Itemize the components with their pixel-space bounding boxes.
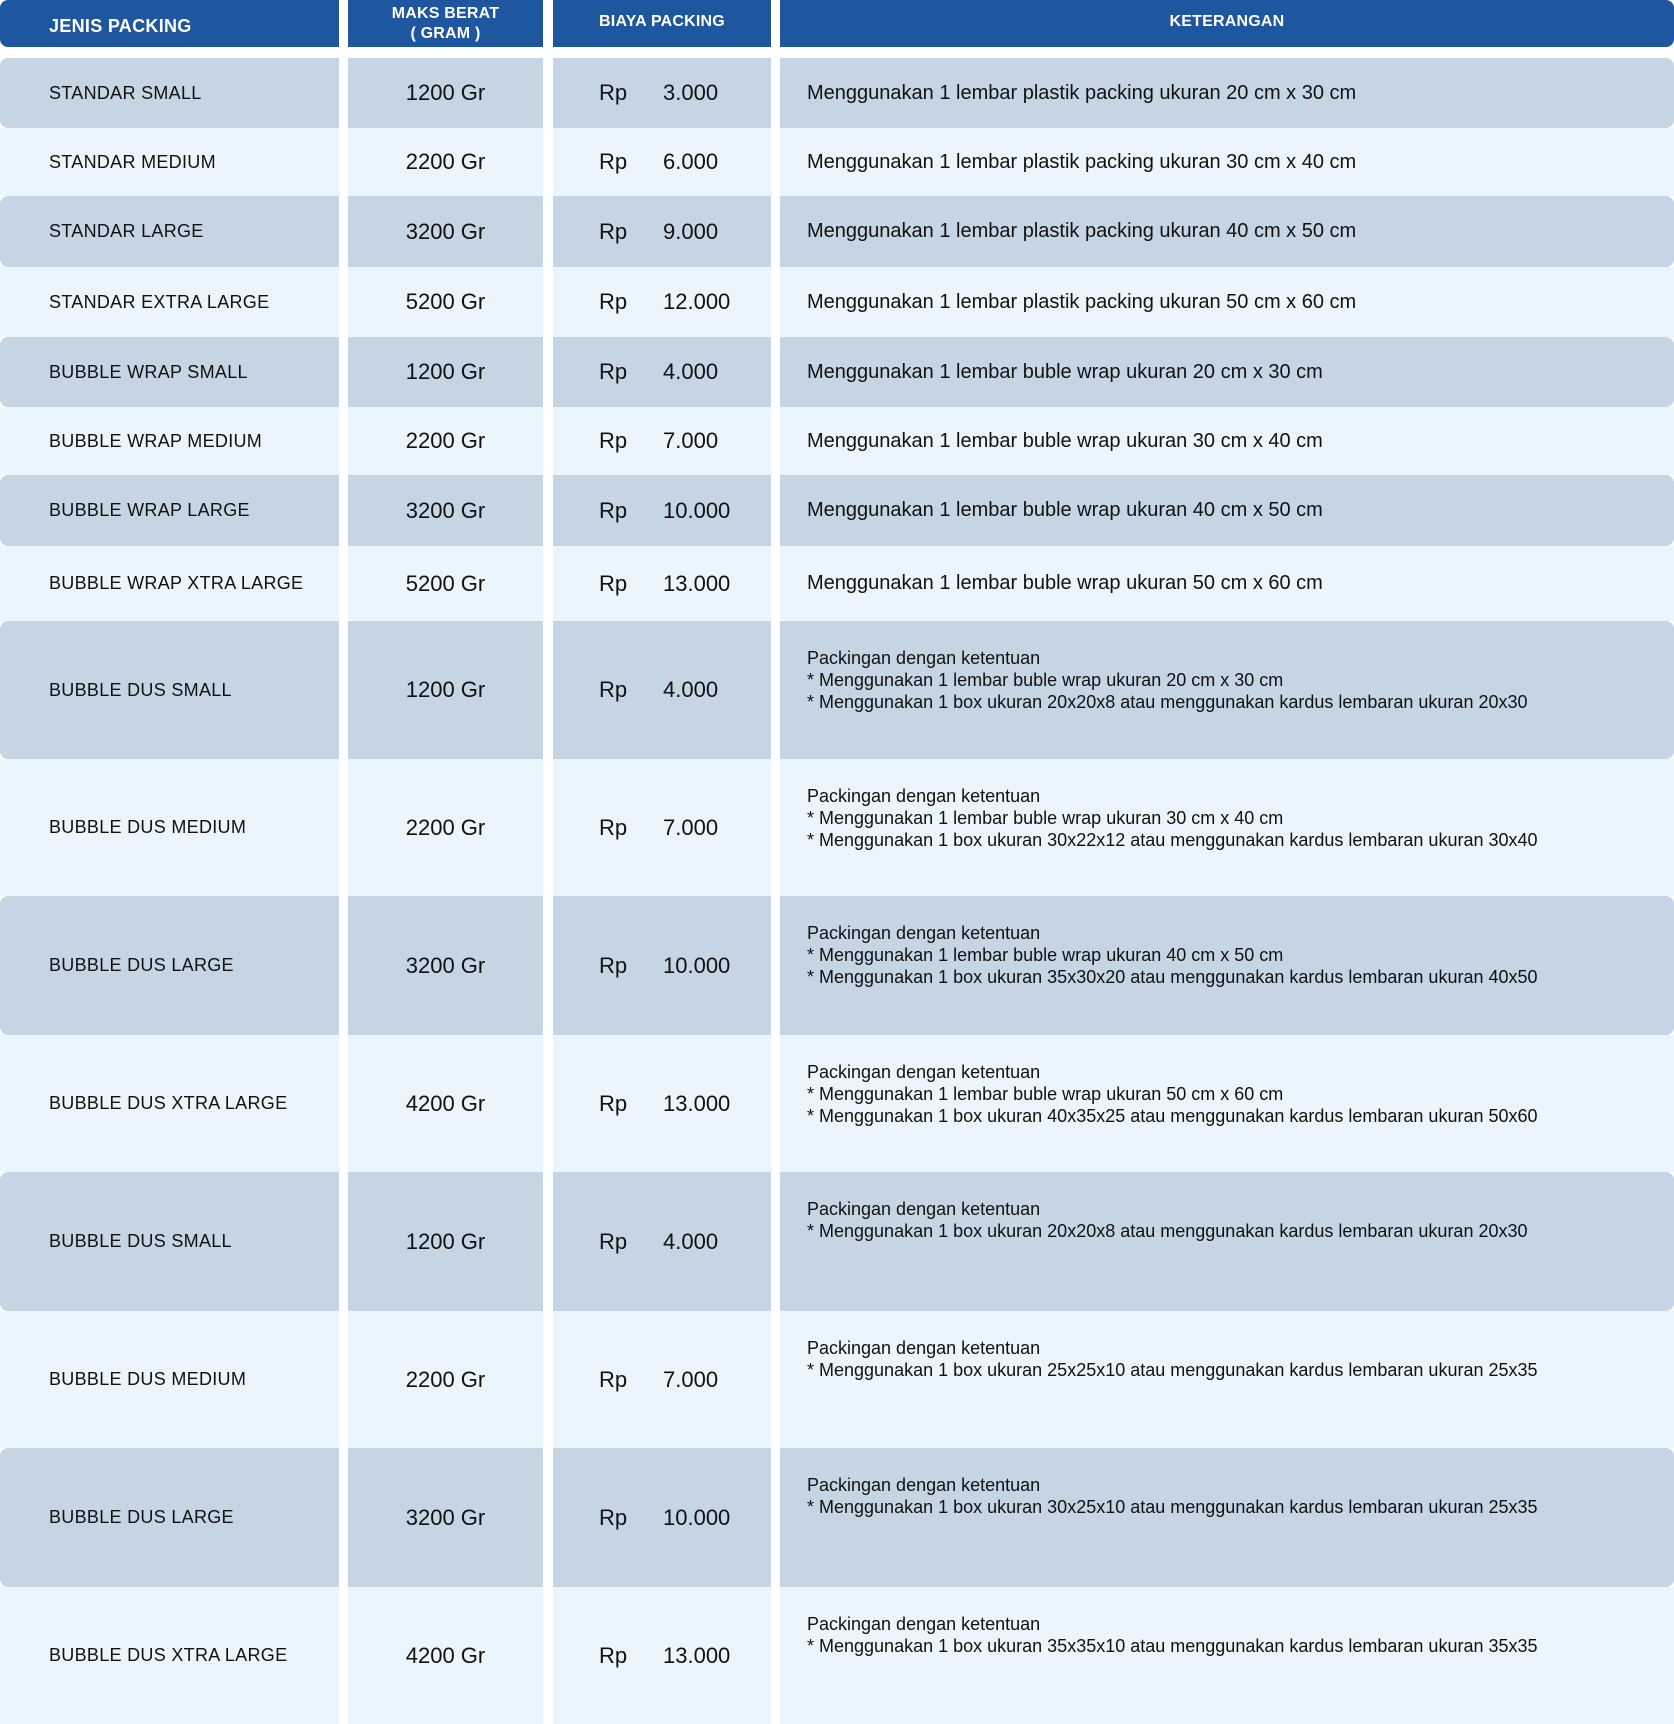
price-text: 4.000: [663, 677, 719, 702]
currency-label: Rp: [599, 677, 628, 702]
keterangan-lines: [807, 572, 1323, 595]
berat-text: 4200 Gr: [405, 1090, 486, 1116]
berat-text: 2200 Gr: [405, 149, 486, 174]
table-cell-keterangan: [780, 1448, 1674, 1587]
header-maks-berat: [348, 0, 543, 47]
berat-text: 3200 Gr: [405, 952, 486, 978]
berat-text: 4200 Gr: [405, 1642, 486, 1668]
keterangan-lines: [807, 647, 1528, 713]
currency-label: Rp: [599, 1504, 628, 1530]
table-cell-biaya: [553, 621, 771, 759]
table-cell-keterangan: [780, 407, 1674, 475]
price-text: 7.000: [663, 814, 719, 840]
table-cell-berat: [348, 1448, 543, 1587]
currency-label: Rp: [599, 218, 628, 244]
table-cell-berat: [348, 896, 543, 1035]
table-cell-berat: [348, 475, 543, 546]
table-cell-berat: [348, 58, 543, 128]
table-cell-biaya: [553, 267, 771, 337]
table-cell-biaya: [553, 1587, 771, 1724]
table-cell-jenis: [0, 475, 339, 546]
table-cell-jenis: [0, 1448, 339, 1587]
berat-text: 3200 Gr: [405, 1504, 486, 1530]
table-cell-biaya: [553, 128, 771, 196]
keterangan-line: Menggunakan 1 lembar buble wrap ukuran 50 cm x 60 cm: [807, 572, 1323, 594]
price-text: 9.000: [663, 218, 719, 244]
keterangan-line: Packingan dengan ketentuan: [807, 1338, 1041, 1358]
price-text: 13.000: [663, 570, 731, 596]
jenis-text: BUBBLE DUS MEDIUM: [49, 817, 247, 837]
keterangan-line: * Menggunakan 1 box ukuran 30x25x10 atau menggunakan kardus lembaran ukuran 25x35: [807, 1497, 1538, 1517]
price-text: 3.000: [663, 80, 719, 105]
currency-label: Rp: [599, 80, 628, 105]
table-cell-biaya: [553, 407, 771, 475]
header-maks-line1: MAKS BERAT: [391, 4, 500, 22]
currency-label: Rp: [599, 289, 628, 314]
keterangan-line: * Menggunakan 1 box ukuran 25x25x10 atau menggunakan kardus lembaran ukuran 25x35: [807, 1360, 1538, 1380]
berat-text: 1200 Gr: [405, 80, 486, 105]
berat-text: 2200 Gr: [405, 814, 486, 840]
currency-label: Rp: [599, 952, 628, 978]
keterangan-line: Packingan dengan ketentuan: [807, 786, 1041, 806]
table-cell-keterangan: [780, 128, 1674, 196]
table-cell-jenis: [0, 337, 339, 407]
table-cell-berat: [348, 196, 543, 267]
keterangan-line: Menggunakan 1 lembar plastik packing ukuran 20 cm x 30 cm: [807, 81, 1357, 104]
keterangan-line: Packingan dengan ketentuan: [807, 1199, 1041, 1219]
table-cell-berat: [348, 1035, 543, 1172]
table-cell-jenis: [0, 546, 339, 621]
currency-label: Rp: [599, 497, 628, 523]
price-text: 13.000: [663, 1090, 731, 1116]
table-cell-jenis: [0, 128, 339, 196]
currency-label: Rp: [599, 570, 628, 596]
table-cell-biaya: [553, 1035, 771, 1172]
table-cell-jenis: [0, 196, 339, 267]
jenis-text: STANDAR MEDIUM: [49, 151, 216, 172]
price-text: 10.000: [663, 497, 731, 523]
table-cell-keterangan: [780, 621, 1674, 759]
keterangan-lines: [807, 499, 1323, 522]
keterangan-lines: [807, 1198, 1528, 1242]
table-cell-biaya: [553, 1172, 771, 1311]
table-cell-keterangan: [780, 1587, 1674, 1724]
jenis-text: BUBBLE DUS MEDIUM: [49, 1369, 247, 1389]
jenis-text: BUBBLE WRAP MEDIUM: [49, 430, 263, 451]
keterangan-line: * Menggunakan 1 box ukuran 40x35x25 atau menggunakan kardus lembaran ukuran 50x60: [807, 1106, 1538, 1126]
jenis-text: BUBBLE DUS XTRA LARGE: [49, 1645, 288, 1665]
keterangan-line: * Menggunakan 1 box ukuran 20x20x8 atau menggunakan kardus lembaran ukuran 20x30: [807, 1221, 1528, 1241]
keterangan-line: Packingan dengan ketentuan: [807, 1475, 1041, 1495]
keterangan-lines: [807, 1474, 1538, 1518]
berat-text: 3200 Gr: [405, 497, 486, 523]
keterangan-lines: [807, 220, 1356, 243]
table-cell-biaya: [553, 1311, 771, 1448]
table-cell-jenis: [0, 1587, 339, 1724]
table-cell-keterangan: [780, 546, 1674, 621]
price-text: 10.000: [663, 952, 731, 978]
jenis-text: STANDAR EXTRA LARGE: [49, 291, 270, 312]
table-cell-keterangan: [780, 1172, 1674, 1311]
keterangan-line: Menggunakan 1 lembar buble wrap ukuran 40 cm x 50 cm: [807, 499, 1323, 521]
keterangan-lines: [807, 785, 1538, 851]
table-cell-keterangan: [780, 1035, 1674, 1172]
table-cell-biaya: [553, 196, 771, 267]
berat-text: 5200 Gr: [405, 570, 486, 596]
table-cell-berat: [348, 337, 543, 407]
keterangan-line: Packingan dengan ketentuan: [807, 648, 1041, 668]
table-cell-jenis: [0, 1172, 339, 1311]
currency-label: Rp: [599, 1090, 628, 1116]
keterangan-lines: [807, 82, 1356, 105]
currency-label: Rp: [599, 1228, 628, 1254]
jenis-text: BUBBLE DUS LARGE: [49, 1507, 234, 1527]
header-biaya-label: BIAYA PACKING: [599, 12, 725, 30]
table-cell-keterangan: [780, 337, 1674, 407]
table-cell-keterangan: [780, 58, 1674, 128]
keterangan-line: * Menggunakan 1 lembar buble wrap ukuran 30 cm x 40 cm: [807, 808, 1284, 828]
keterangan-line: Menggunakan 1 lembar plastik packing ukuran 50 cm x 60 cm: [807, 290, 1357, 313]
jenis-text: BUBBLE WRAP LARGE: [49, 500, 250, 520]
price-text: 12.000: [663, 289, 731, 314]
price-text: 6.000: [663, 149, 719, 174]
keterangan-line: Menggunakan 1 lembar plastik packing ukuran 40 cm x 50 cm: [807, 220, 1357, 242]
table-cell-berat: [348, 1587, 543, 1724]
keterangan-line: Menggunakan 1 lembar buble wrap ukuran 30 cm x 40 cm: [807, 429, 1323, 452]
table-cell-keterangan: [780, 196, 1674, 267]
currency-label: Rp: [599, 149, 628, 174]
currency-label: Rp: [599, 359, 628, 384]
keterangan-lines: [807, 361, 1323, 384]
keterangan-line: * Menggunakan 1 box ukuran 35x35x10 atau menggunakan kardus lembaran ukuran 35x35: [807, 1636, 1538, 1656]
table-cell-berat: [348, 407, 543, 475]
header-keterangan-label: KETERANGAN: [1169, 12, 1285, 30]
currency-label: Rp: [599, 814, 628, 840]
table-cell-keterangan: [780, 267, 1674, 337]
keterangan-line: * Menggunakan 1 lembar buble wrap ukuran 50 cm x 60 cm: [807, 1084, 1284, 1104]
price-text: 4.000: [663, 1228, 719, 1254]
price-text: 7.000: [663, 428, 719, 453]
table-cell-keterangan: [780, 896, 1674, 1035]
header-jenis-packing: [0, 0, 339, 47]
price-text: 4.000: [663, 359, 719, 384]
table-cell-keterangan: [780, 475, 1674, 546]
table-cell-berat: [348, 546, 543, 621]
keterangan-line: Menggunakan 1 lembar plastik packing ukuran 30 cm x 40 cm: [807, 150, 1357, 173]
header-jenis-label: JENIS PACKING: [49, 15, 192, 36]
berat-text: 1200 Gr: [405, 1228, 486, 1254]
berat-text: 3200 Gr: [405, 218, 486, 244]
table-cell-jenis: [0, 896, 339, 1035]
price-text: 7.000: [663, 1366, 719, 1392]
table-cell-berat: [348, 759, 543, 896]
table-cell-biaya: [553, 58, 771, 128]
keterangan-line: * Menggunakan 1 box ukuran 30x22x12 atau menggunakan kardus lembaran ukuran 30x40: [807, 830, 1538, 850]
keterangan-lines: [807, 430, 1323, 453]
table-cell-jenis: [0, 759, 339, 896]
berat-text: 5200 Gr: [405, 289, 486, 314]
header-keterangan: [780, 0, 1674, 47]
table-cell-jenis: [0, 1035, 339, 1172]
keterangan-lines: [807, 1613, 1538, 1657]
header-biaya-packing: [553, 0, 771, 47]
price-text: 13.000: [663, 1642, 731, 1668]
jenis-text: BUBBLE WRAP SMALL: [49, 361, 248, 382]
berat-text: 1200 Gr: [405, 677, 486, 702]
keterangan-lines: [807, 1337, 1538, 1381]
table-cell-biaya: [553, 546, 771, 621]
keterangan-line: Packingan dengan ketentuan: [807, 923, 1041, 943]
jenis-text: BUBBLE DUS XTRA LARGE: [49, 1093, 288, 1113]
keterangan-line: * Menggunakan 1 lembar buble wrap ukuran 40 cm x 50 cm: [807, 945, 1284, 965]
keterangan-line: * Menggunakan 1 box ukuran 35x30x20 atau menggunakan kardus lembaran ukuran 40x50: [807, 967, 1538, 987]
jenis-text: BUBBLE DUS SMALL: [49, 1231, 232, 1251]
table-cell-biaya: [553, 896, 771, 1035]
table-cell-keterangan: [780, 759, 1674, 896]
keterangan-line: * Menggunakan 1 lembar buble wrap ukuran 20 cm x 30 cm: [807, 670, 1284, 690]
currency-label: Rp: [599, 1366, 628, 1392]
jenis-text: STANDAR LARGE: [49, 221, 204, 241]
berat-text: 2200 Gr: [405, 428, 486, 453]
table-cell-jenis: [0, 407, 339, 475]
table-cell-berat: [348, 267, 543, 337]
table-cell-jenis: [0, 58, 339, 128]
jenis-text: STANDAR SMALL: [49, 82, 202, 103]
table-cell-jenis: [0, 621, 339, 759]
table-cell-jenis: [0, 267, 339, 337]
keterangan-lines: [807, 922, 1538, 988]
keterangan-lines: [807, 291, 1356, 314]
table-cell-berat: [348, 128, 543, 196]
keterangan-line: Menggunakan 1 lembar buble wrap ukuran 20 cm x 30 cm: [807, 360, 1323, 383]
keterangan-line: Packingan dengan ketentuan: [807, 1062, 1041, 1082]
berat-text: 2200 Gr: [405, 1366, 486, 1392]
table-cell-berat: [348, 1311, 543, 1448]
table-cell-biaya: [553, 475, 771, 546]
keterangan-lines: [807, 1061, 1538, 1127]
table-cell-keterangan: [780, 1311, 1674, 1448]
jenis-text: BUBBLE DUS SMALL: [49, 679, 232, 700]
table-cell-biaya: [553, 759, 771, 896]
currency-label: Rp: [599, 1642, 628, 1668]
table-cell-berat: [348, 1172, 543, 1311]
table-cell-berat: [348, 621, 543, 759]
price-text: 10.000: [663, 1504, 731, 1530]
keterangan-lines: [807, 151, 1356, 174]
header-maks-line2: ( GRAM ): [410, 24, 481, 42]
currency-label: Rp: [599, 428, 628, 453]
table-cell-biaya: [553, 337, 771, 407]
table-cell-jenis: [0, 1311, 339, 1448]
keterangan-line: * Menggunakan 1 box ukuran 20x20x8 atau menggunakan kardus lembaran ukuran 20x30: [807, 692, 1528, 712]
jenis-text: BUBBLE DUS LARGE: [49, 955, 234, 975]
berat-text: 1200 Gr: [405, 359, 486, 384]
keterangan-line: Packingan dengan ketentuan: [807, 1614, 1041, 1634]
jenis-text: BUBBLE WRAP XTRA LARGE: [49, 573, 304, 593]
table-cell-biaya: [553, 1448, 771, 1587]
